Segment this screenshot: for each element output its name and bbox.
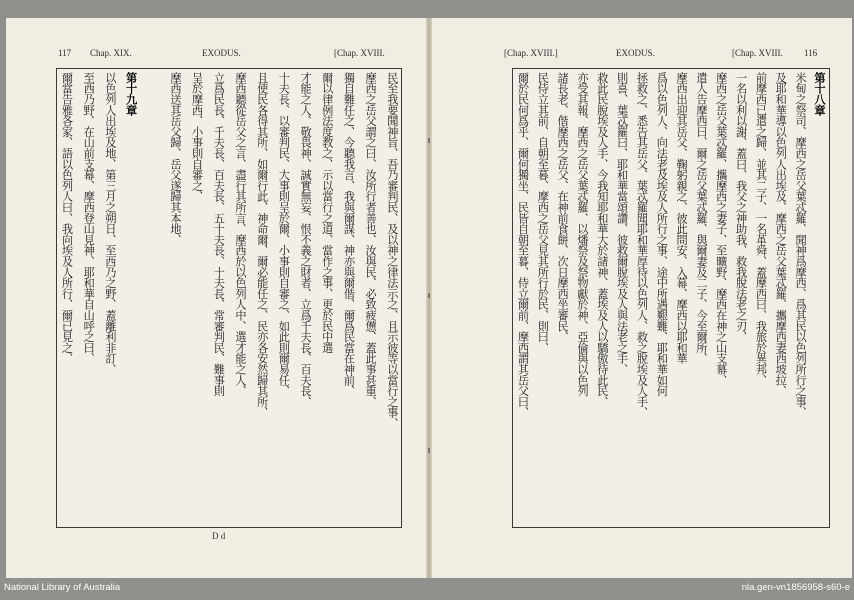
text-column: 則喜、葉忒羅曰、耶和華當頌讚、彼救爾脫埃及人與法老之手、: [615, 72, 629, 375]
footer-institution: National Library of Australia: [4, 582, 121, 593]
text-column: 前摩西已遣之歸、並其二子、一名革舜、蓋摩西曰、我旅於異邦、: [754, 72, 768, 386]
printer-signature-mark: D d: [212, 531, 226, 541]
right-text-columns: [516, 72, 826, 524]
right-text-block: [512, 68, 830, 528]
text-column: 十夫長、以審判民、大事則呈於爾、小事則自審之、如此則爾易任、: [277, 72, 291, 397]
text-column: 遣人告摩西曰、爾之岳父葉忒羅、與爾妻及二子、今至爾所、: [694, 72, 708, 364]
text-column: 才能之人、敬畏神、誠實無妄、恨不義之財者、立爲千夫長、百夫長、: [299, 72, 313, 407]
text-column: 摩西送其岳父歸、岳父遂歸其本地、: [168, 72, 182, 245]
text-column: 以色列人出埃及地、第三月之朔日、至西乃之野、蓋離利非訂、: [103, 72, 117, 375]
text-column: 爾當告雅各家、語以色列人曰、我向埃及人所行、爾已見之、: [60, 72, 74, 364]
text-column: 民侍立其前、自朝至暮、摩西之岳父見其所行於民、則曰、: [536, 72, 550, 353]
text-column: 立爲民長、千夫長、百夫長、五十夫長、十夫長、常審判民、難事則: [212, 72, 226, 397]
text-column: 亦受其報、摩西之岳父葉忒羅、以燔祭及祭物獻於神、亞倫與以色列: [575, 72, 589, 397]
binding-stitch: [428, 293, 430, 298]
left-page-number: 117: [58, 48, 72, 58]
text-column: 民至我要聞神旨、吾乃審判民、及以神之律法示之、且示彼等以當行之事、: [385, 72, 399, 429]
text-column: 諸長老、偕摩西之岳父、在神前食餅、次日摩西坐審民、: [556, 72, 570, 343]
text-column: 摩西出迎其岳父、鞠躬親之、彼此問安、入幕、摩西以耶和華: [675, 72, 689, 364]
text-column: 爲以色列人、向法老及埃及人所行之事、途中所遇艱難、耶和華如何: [655, 72, 669, 397]
text-column: 及耶和華導以色列人出埃及、摩西之岳父葉忒羅、攜摩西妻西坡拉、: [774, 72, 788, 397]
text-column: 至西乃野、在山前支幕、摩西登山見神、耶和華自山呼之曰、: [82, 72, 96, 364]
right-chapter-label-inner: [Chap. XVIII.: [732, 48, 783, 58]
left-text-columns: [60, 72, 398, 524]
chapter-heading: 第十九章: [124, 72, 139, 116]
text-column: 爾於民何爲乎、爾何獨坐、民皆自朝至暮、侍立爾前、摩西謂其岳父曰、: [516, 72, 530, 418]
text-column: 獨自難任之、今聽我言、我與爾謀、神亦與爾偕、爾爲民當在神前、: [342, 72, 356, 397]
text-column: 米甸之祭司、摩西之岳父葉忒羅、聞神爲摩西、爲其民以色列所行之事、: [794, 72, 808, 418]
left-running-title: EXODUS.: [202, 48, 241, 58]
text-column: 呈於摩西、小事則自審之、: [190, 72, 204, 202]
text-column: 拯救之、悉告其岳父、葉忒羅聞耶和華厚待以色列人、救之脫埃及人手、: [635, 72, 649, 418]
text-column: 一名以利以謝、蓋曰、我父之神助我、救我脫法老之刃、: [734, 72, 748, 343]
left-page: [6, 18, 426, 578]
right-page: [432, 18, 852, 578]
binding-stitch: [428, 448, 430, 453]
left-chapter-label-inner: [Chap. XVIII.: [334, 48, 385, 58]
chapter-heading: 第十八章: [812, 72, 827, 116]
right-page-number: 116: [804, 48, 818, 58]
text-column: 摩西之岳父謂之曰、汝所行者善也、汝與民、必致疲憊、蓋此事甚重、: [364, 72, 378, 407]
text-column: 且使民各得其所、如爾行此、神命爾、爾必能任之、民亦各安然歸其所、: [255, 72, 269, 418]
text-column: 爾以律例法度教之、示以當行之道、當作之事、更於民中選: [320, 72, 334, 353]
footer-identifier: nla.gen-vn1856958-s60-e: [741, 582, 850, 593]
left-text-block: [56, 68, 402, 528]
right-chapter-label-outer: [Chap. XVIII.]: [504, 48, 558, 58]
text-column: 摩西之岳父葉忒羅、攜摩西之妻子、至曠野、摩西在神之山支幕、: [714, 72, 728, 386]
binding-stitch: [428, 138, 430, 143]
right-running-title: EXODUS.: [616, 48, 655, 58]
text-column: 救此民脫埃及人手、今我知耶和華大於諸神、蓋埃及人以驕傲待此民、: [595, 72, 609, 407]
left-chapter-label-outer: Chap. XIX.: [90, 48, 132, 58]
book-spread: [6, 18, 852, 578]
text-column: 摩西聽從岳父之言、盡行其所言、摩西於以色列人中、選才能之人、: [234, 72, 247, 397]
